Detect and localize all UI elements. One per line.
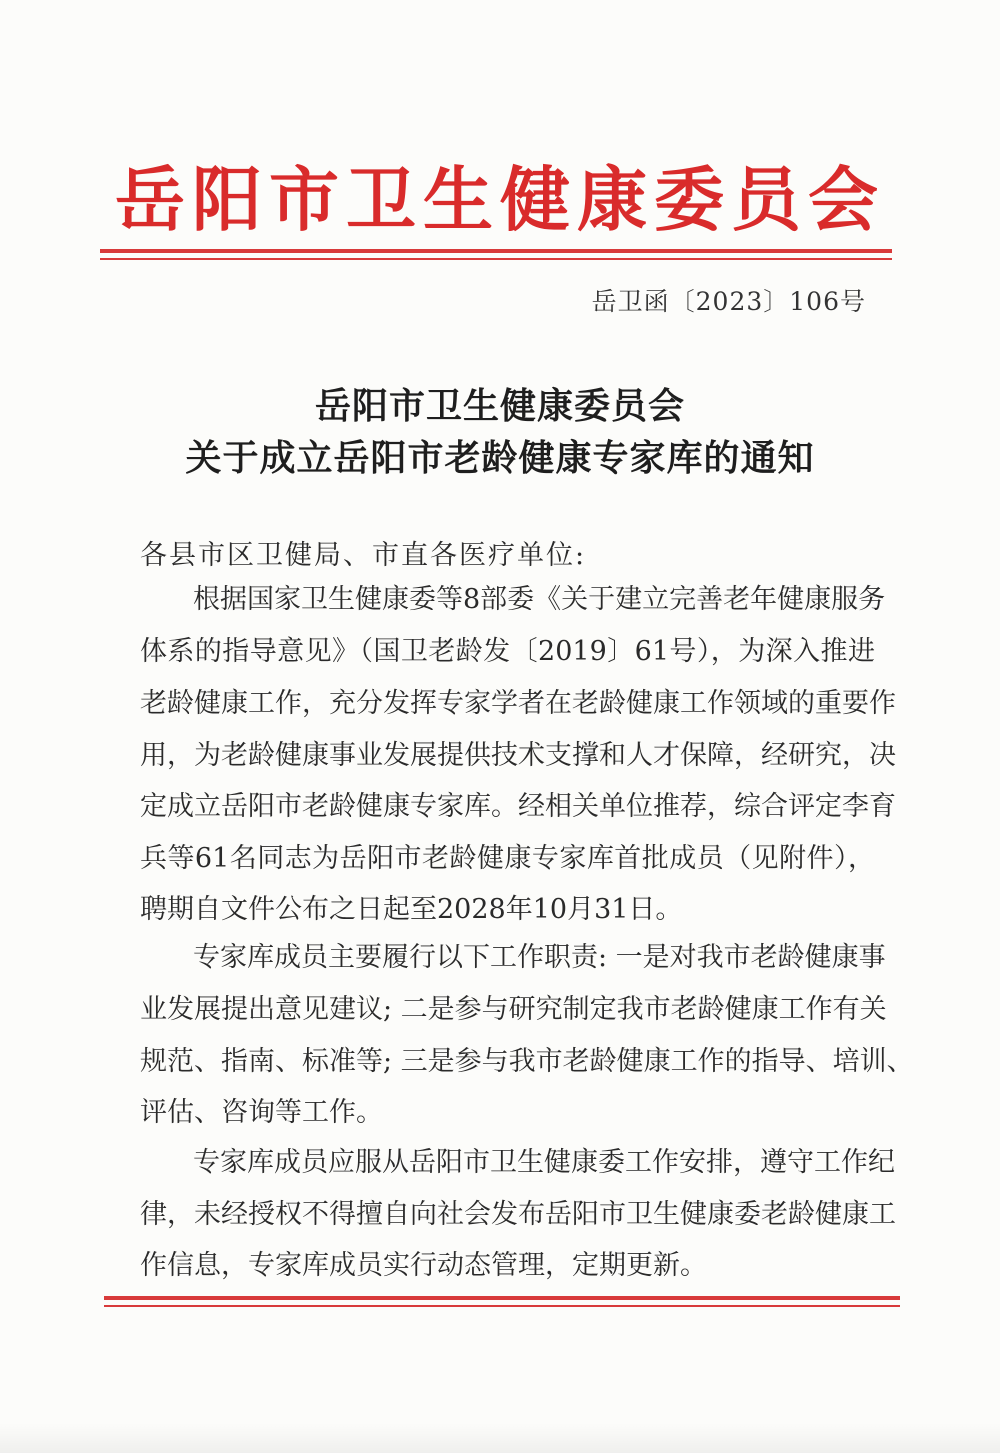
salutation: 各县市区卫健局、市直各医疗单位: [140,540,587,571]
red-rule-thin [104,1305,900,1307]
paragraph-3-line: 专家库成员应服从岳阳市卫生健康委工作安排，遵守工作纪 [193,1147,895,1178]
footer-red-rule [104,1296,900,1307]
paragraph-2-line: 业发展提出意见建议; 二是参与研究制定我市老龄健康工作有关 [140,994,887,1025]
red-rule-thick [100,249,892,253]
paragraph-1-line: 老龄健康工作，充分发挥专家学者在老龄健康工作领域的重要作 [140,688,896,719]
paragraph-1-line: 兵等61名同志为岳阳市老龄健康专家库首批成员（见附件）， [140,843,875,874]
header-red-rule [100,249,892,260]
paragraph-2-line: 专家库成员主要履行以下工作职责: 一是对我市老龄健康事 [193,942,886,973]
paragraph-1-line: 定成立岳阳市老龄健康专家库。经相关单位推荐，综合评定李育 [140,791,896,822]
paragraph-1-line: 聘期自文件公布之日起至2028年10月31日。 [140,894,683,925]
paragraph-2-line: 规范、指南、标准等; 三是参与我市老龄健康工作的指导、培训、 [140,1046,914,1077]
document-number: 岳卫函〔2023〕106号 [591,287,866,316]
red-rule-thick [104,1296,900,1300]
red-rule-thin [100,258,892,260]
document-title-line1: 岳阳市卫生健康委员会 [314,385,685,427]
paragraph-2-line: 评估、咨询等工作。 [140,1097,383,1128]
paragraph-3-line: 律，未经授权不得擅自向社会发布岳阳市卫生健康委老龄健康工 [140,1199,896,1230]
paragraph-1-line: 根据国家卫生健康委等8部委《关于建立完善老年健康服务 [193,584,886,615]
page-edge-shadow [0,1423,1000,1453]
paragraph-1-line: 体系的指导意见》（国卫老龄发〔2019〕61号），为深入推进 [140,636,875,667]
document-title-line2: 关于成立岳阳市老龄健康专家库的通知 [185,437,815,479]
paragraph-3-line: 作信息，专家库成员实行动态管理，定期更新。 [140,1250,707,1281]
paragraph-1-line: 用，为老龄健康事业发展提供技术支撑和人才保障，经研究，决 [140,740,896,771]
org-header-title: 岳阳市卫生健康委员会 [115,158,885,241]
